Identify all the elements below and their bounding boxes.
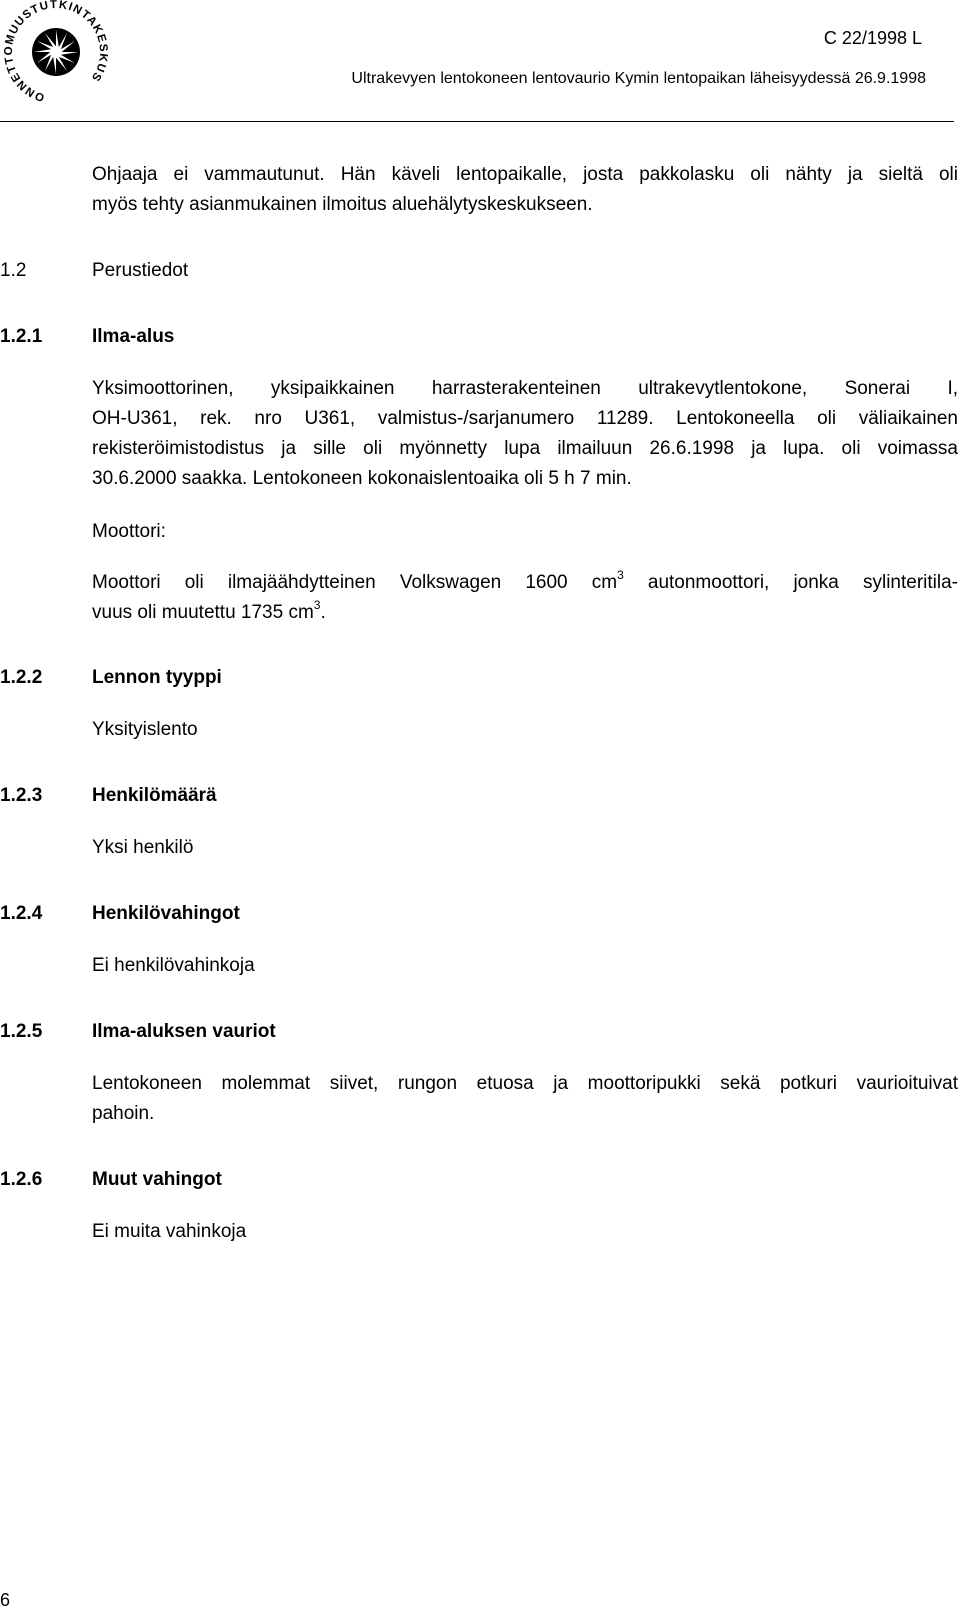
engine-label: Moottori: (92, 521, 166, 542)
report-title: Ultrakevyen lentokoneen lentovaurio Kymin lentopaikan läheisyydessä 26.9.1998 (351, 70, 926, 87)
subsection-number: 1.2.5 (0, 1021, 43, 1042)
aircraft-paragraph (92, 374, 958, 494)
damage-paragraph (92, 1069, 958, 1129)
subsection-heading: Ilma-alus (92, 326, 175, 347)
subsection-heading: Lennon tyyppi (92, 667, 222, 688)
subsection-heading: Ilma-aluksen vauriot (92, 1021, 276, 1042)
injuries-text: Ei henkilövahinkoja (92, 955, 255, 976)
subsection-number: 1.2.2 (0, 667, 43, 688)
subsection-number: 1.2.3 (0, 785, 43, 806)
subsection-heading: Henkilövahingot (92, 903, 240, 924)
engine-line: vuus oli muutettu 1735 $cm^3$. (92, 598, 326, 623)
damage-line: pahoin. (92, 1103, 155, 1124)
subsection-heading: Muut vahingot (92, 1169, 222, 1190)
subsection-number: 1.2.4 (0, 903, 43, 924)
intro-paragraph (92, 160, 958, 220)
accident-investigation-board-logo (0, 0, 112, 102)
header-divider (0, 121, 954, 122)
damage-line: Lentokoneen molemmat siivet, rungon etuosa ja moottoripukki sekä potkuri vaurioituivat (92, 1073, 958, 1094)
engine-line: Moottori oli ilmajäähdytteinen Volkswagen 1600 $cm^3$ autonmoottori, jonka sylinteritila- (92, 568, 958, 593)
aircraft-line: Yksimoottorinen, yksipaikkainen harrasterakenteinen ultrakevytlentokone, Sonerai I, (92, 378, 958, 399)
section-heading: Perustiedot (92, 260, 189, 281)
other-damage-text: Ei muita vahinkoja (92, 1221, 247, 1242)
logo-ring-text: ONNETTOMUUSTUTKINTAKESKUS (2, 0, 110, 102)
engine-paragraph (92, 568, 958, 628)
subsection-number: 1.2.1 (0, 326, 43, 347)
page-number: 6 (0, 1590, 11, 1610)
subsection-heading: Henkilömäärä (92, 785, 217, 806)
intro-line: myös tehty asianmukainen ilmoitus aluehälytyskeskukseen. (92, 194, 593, 215)
subsection-number: 1.2.6 (0, 1169, 43, 1190)
intro-line: Ohjaaja ei vammautunut. Hän käveli lentopaikalle, josta pakkolasku oli nähty ja sieltä oli (92, 164, 958, 185)
report-code: C 22/1998 L (823, 28, 922, 48)
flight-type-text: Yksityislento (92, 719, 198, 740)
persons-text: Yksi henkilö (92, 837, 194, 858)
aircraft-line: rekisteröimistodistus ja sille oli myönnetty lupa ilmailuun 26.6.1998 ja lupa. oli voimassa (92, 438, 958, 459)
aircraft-line: 30.6.2000 saakka. Lentokoneen kokonaislentoaika oli 5 h 7 min. (92, 468, 632, 489)
section-number: 1.2 (0, 260, 27, 281)
aircraft-line: OH-U361, rek. nro U361, valmistus-/sarjanumero 11289. Lentokoneella oli väliaikainen (92, 408, 958, 429)
